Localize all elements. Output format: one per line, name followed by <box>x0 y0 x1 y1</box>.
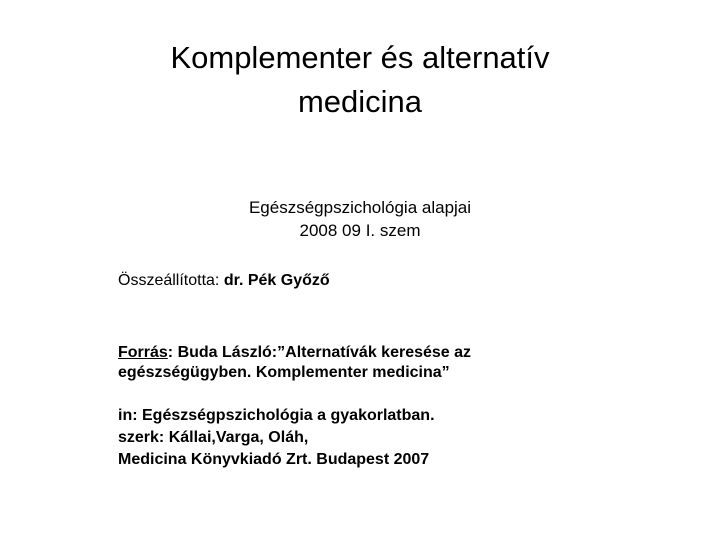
compiler-name: dr. Pék Győző <box>223 272 330 289</box>
source-text-1: : Buda László:”Alternatívák keresése az <box>167 344 472 361</box>
publication-line-3: Medicina Könyvkiadó Zrt. Budapest 2007 <box>118 451 430 468</box>
compiler-label: Összeállította: <box>118 272 220 289</box>
publication-info <box>118 405 678 471</box>
course-term: 2008 09 I. szem <box>299 221 421 240</box>
source-line-1 <box>118 343 638 363</box>
title-line-1: Komplementer és alternatív <box>170 40 550 75</box>
publication-line-1: in: Egészségpszichológia a gyakorlatban. <box>118 407 435 424</box>
source-line-2: egészségügyben. Komplementer medicina” <box>118 364 450 381</box>
title-line-2: medicina <box>297 84 423 119</box>
source-reference <box>118 343 638 383</box>
compiler-credit <box>118 271 330 291</box>
publication-line-2: szerk: Kállai,Varga, Oláh, <box>118 429 309 446</box>
source-label: Forrás <box>118 344 168 361</box>
slide-title <box>60 36 660 124</box>
course-name: Egészségpszichológia alapjai <box>248 198 472 217</box>
course-subtitle <box>160 196 560 242</box>
